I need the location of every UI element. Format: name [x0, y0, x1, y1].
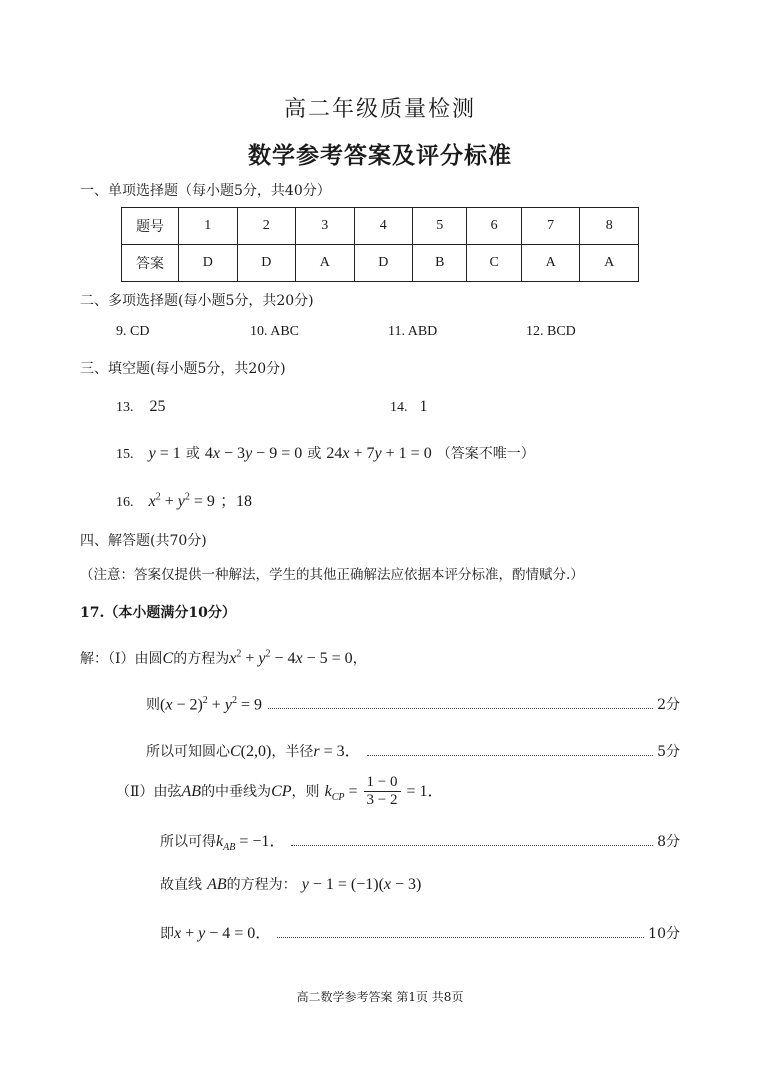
solution-text: 故直线	[160, 877, 202, 893]
item-number: 16.	[116, 495, 134, 510]
math-expr: 24x + 7y + 1 = 0	[326, 445, 432, 462]
solution-line-5	[160, 828, 680, 853]
answer-item: 12. BCD	[526, 324, 576, 339]
item-number: 13.	[116, 400, 134, 415]
solution-text: 所以可得	[160, 834, 216, 850]
table-header-cell: 答案	[122, 245, 179, 282]
solution-line-6	[160, 874, 421, 894]
table-row	[122, 245, 639, 282]
solution-text: 的中垂线为	[201, 784, 272, 800]
note-text: （注意：答案仅提供一种解法，学生的其他正确解法应依据本评分标准，酌情赋分.）	[80, 567, 584, 583]
page-subtitle: 数学参考答案及评分标准	[248, 142, 512, 169]
score-label: 8分	[657, 834, 680, 850]
note-text: （答案不唯一）	[436, 446, 535, 462]
math-expr: $k_{CP}$ =	[324, 783, 362, 804]
table-cell: D	[237, 245, 296, 282]
answer-item: 10. ABC	[250, 324, 300, 339]
answer-item: 9. CD	[116, 324, 150, 339]
fill-item-14	[390, 398, 428, 416]
question-17-heading: 17.（本小题满分10分）	[80, 605, 236, 621]
math-expr: $x^2 + y^2 - 4x - 5 = 0$	[229, 648, 353, 667]
item-answer: 1	[419, 398, 428, 415]
math-expr: C	[162, 650, 174, 667]
table-cell: D	[354, 245, 413, 282]
math-expr: y	[148, 445, 156, 462]
math-expr: 4x − 3y − 9 = 0	[204, 445, 303, 462]
table-cell: 6	[467, 208, 521, 245]
table-cell: 3	[296, 208, 355, 245]
solution-text: （Ⅱ）由弦	[116, 784, 182, 800]
leader-dots	[268, 708, 653, 709]
math-expr: $k_{AB} = -1$．	[216, 833, 286, 854]
solution-line-4	[116, 774, 444, 809]
table-cell: 8	[580, 208, 639, 245]
leader-dots	[277, 937, 644, 938]
item-number: 15.	[116, 447, 134, 462]
math-expr: r = 3．	[313, 743, 361, 760]
item-answer: 25	[149, 398, 166, 415]
table-cell: D	[179, 245, 238, 282]
table-cell: 1	[179, 208, 238, 245]
page-title: 高二年级质量检测	[283, 97, 476, 122]
page-footer: 高二数学参考答案 第1页 共8页	[296, 990, 464, 1004]
section-4-heading: 四、解答题(共70分)	[80, 533, 207, 549]
math-expr: = 1	[155, 445, 181, 462]
math-expr: C(2,0)	[230, 743, 272, 760]
solution-text: ，则	[291, 784, 320, 800]
table-header-cell: 题号	[122, 208, 179, 245]
math-expr: AB	[207, 876, 227, 893]
math-expr: $x^2 + y^2 = 9$	[148, 491, 215, 510]
math-fraction: $\frac{1 - 0}{3 - 2}$	[364, 774, 401, 809]
item-number: 14.	[390, 400, 408, 415]
math-expr: x + y − 4 = 0．	[174, 925, 272, 942]
solution-line-3	[146, 738, 680, 761]
solution-text: 的方程为：	[226, 877, 297, 893]
table-cell: 4	[354, 208, 413, 245]
table-cell: B	[413, 245, 467, 282]
solution-line-7	[160, 920, 680, 943]
solution-text: 的方程为	[173, 651, 230, 667]
fill-item-13	[116, 398, 166, 416]
solution-line-2	[146, 694, 680, 714]
connector-text: 或	[185, 446, 200, 462]
table-cell: 7	[521, 208, 580, 245]
math-expr: = 1．	[402, 783, 444, 800]
table-cell: A	[296, 245, 355, 282]
table-cell: A	[521, 245, 580, 282]
solution-text: 解：（Ⅰ）由圆	[80, 651, 163, 667]
leader-dots	[367, 755, 653, 756]
fill-item-16	[116, 488, 252, 511]
score-label: 5分	[657, 744, 680, 760]
solution-text: ，半径	[271, 744, 314, 760]
table-cell: A	[580, 245, 639, 282]
leader-dots	[291, 845, 653, 846]
section-1-heading: 一、单项选择题（每小题5分，共40分）	[80, 183, 331, 199]
math-expr: y − 1 = (−1)(x − 3)	[301, 876, 422, 893]
table-cell: C	[467, 245, 521, 282]
table-row	[122, 208, 639, 245]
math-expr: AB	[181, 783, 202, 800]
connector-text: 或	[307, 446, 322, 462]
score-label: 10分	[648, 926, 680, 942]
answer-table	[121, 207, 639, 282]
solution-text: 即	[160, 926, 174, 942]
solution-line-1	[80, 648, 367, 668]
table-cell: 5	[413, 208, 467, 245]
solution-text: 所以可知圆心	[146, 744, 230, 760]
table-cell: 2	[237, 208, 296, 245]
math-expr: $(x - 2)^2 + y^2 = 9$	[160, 694, 262, 713]
section-3-heading: 三、填空题(每小题5分，共20分)	[80, 361, 286, 377]
punctuation: ，	[352, 651, 367, 667]
item-answer: ；18	[219, 493, 252, 510]
solution-text: 则	[146, 697, 160, 713]
answer-item: 11. ABD	[388, 324, 438, 339]
score-label: 2分	[657, 697, 680, 713]
math-expr: CP	[271, 783, 292, 800]
fill-item-15	[116, 443, 535, 463]
section-2-heading: 二、多项选择题(每小题5分，共20分)	[80, 293, 314, 309]
